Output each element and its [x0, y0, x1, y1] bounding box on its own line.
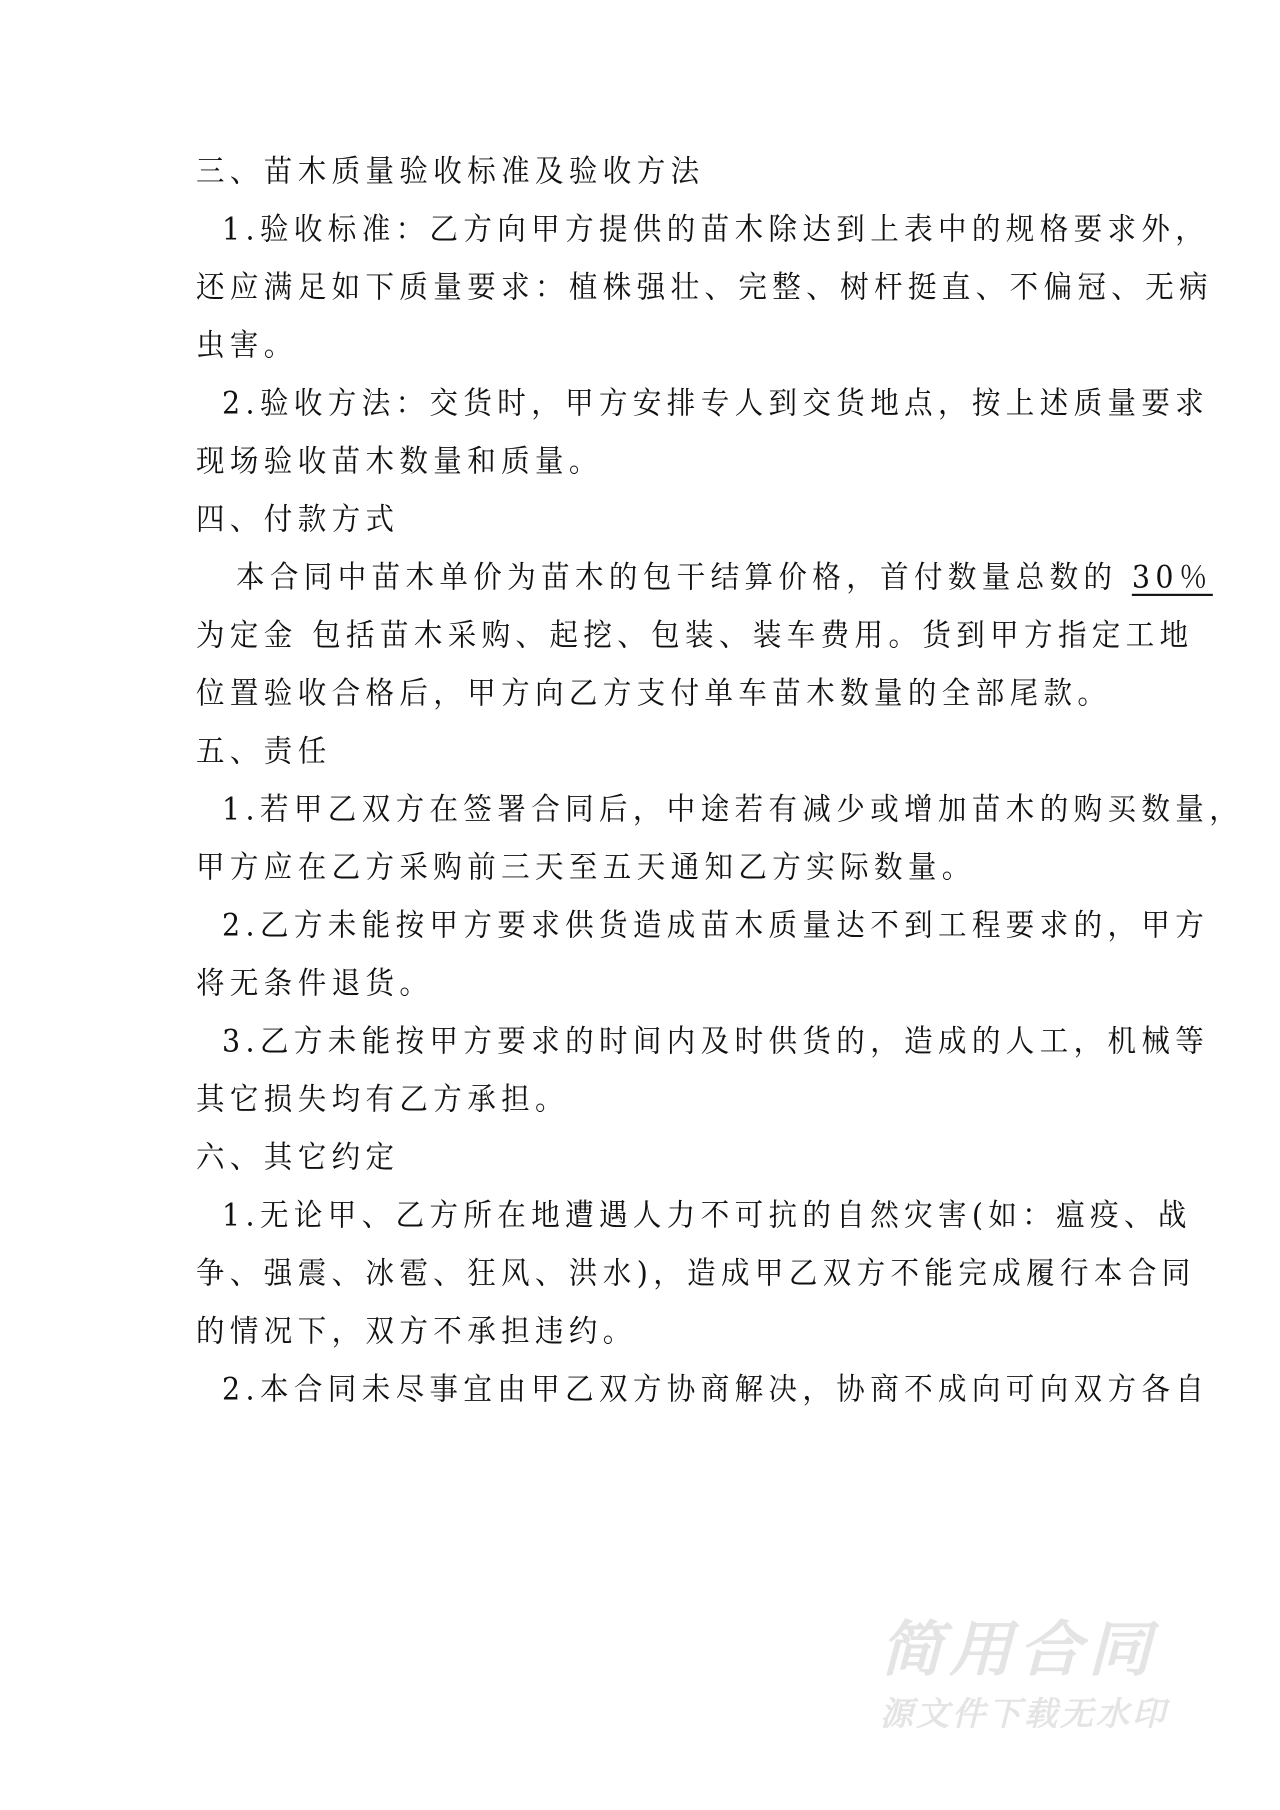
paragraph-line: 1.验收标准：乙方向甲方提供的苗木除达到上表中的规格要求外， [222, 211, 1210, 247]
paragraph-line: 3.乙方未能按甲方要求的时间内及时供货的，造成的人工，机械等 [222, 1023, 1210, 1059]
paragraph-line: 1.若甲乙双方在签署合同后，中途若有减少或增加苗木的购买数量， [222, 791, 1244, 827]
section-heading-5: 五、责任 [196, 733, 332, 769]
paragraph-line: 虫害。 [196, 327, 298, 363]
section-heading-3: 三、苗木质量验收标准及验收方法 [196, 153, 705, 189]
section-heading-6: 六、其它约定 [196, 1139, 400, 1175]
payment-text-prefix: 本合同中苗木单价为苗木的包干结算价格，首付数量总数的 [236, 559, 1118, 595]
paragraph-line: 现场验收苗木数量和质量。 [196, 443, 603, 479]
paragraph-line: 还应满足如下质量要求：植株强壮、完整、树杆挺直、不偏冠、无病 [196, 269, 1214, 305]
paragraph-line [236, 556, 1213, 599]
paragraph-line: 1.无论甲、乙方所在地遭遇人力不可抗的自然灾害(如：瘟疫、战 [222, 1197, 1192, 1233]
section-heading-4: 四、付款方式 [196, 501, 400, 537]
paragraph-line: 甲方应在乙方采购前三天至五天通知乙方实际数量。 [196, 849, 976, 885]
paragraph-line: 位置验收合格后，甲方向乙方支付单车苗木数量的全部尾款。 [196, 675, 1112, 711]
paragraph-line: 为定金 包括苗木采购、起挖、包装、装车费用。货到甲方指定工地 [196, 617, 1194, 653]
paragraph-line: 2.本合同未尽事宜由甲乙双方协商解决，协商不成向可向双方各自 [222, 1371, 1210, 1407]
paragraph-line: 2.乙方未能按甲方要求供货造成苗木质量达不到工程要求的，甲方 [222, 907, 1210, 943]
paragraph-line: 将无条件退货。 [196, 965, 434, 1001]
paragraph-line: 争、强震、冰雹、狂风、洪水)，造成甲乙双方不能完成履行本合同 [196, 1255, 1196, 1291]
deposit-percent: 30％ [1131, 559, 1213, 595]
watermark-subtitle: 源文件下载无水印 [880, 1694, 1168, 1733]
paragraph-line: 的情况下，双方不承担违约。 [196, 1313, 637, 1349]
paragraph-line: 其它损失均有乙方承担。 [196, 1081, 569, 1117]
paragraph-line: 2.验收方法：交货时，甲方安排专人到交货地点，按上述质量要求 [222, 385, 1210, 421]
watermark-title: 简用合同 [880, 1615, 1158, 1685]
